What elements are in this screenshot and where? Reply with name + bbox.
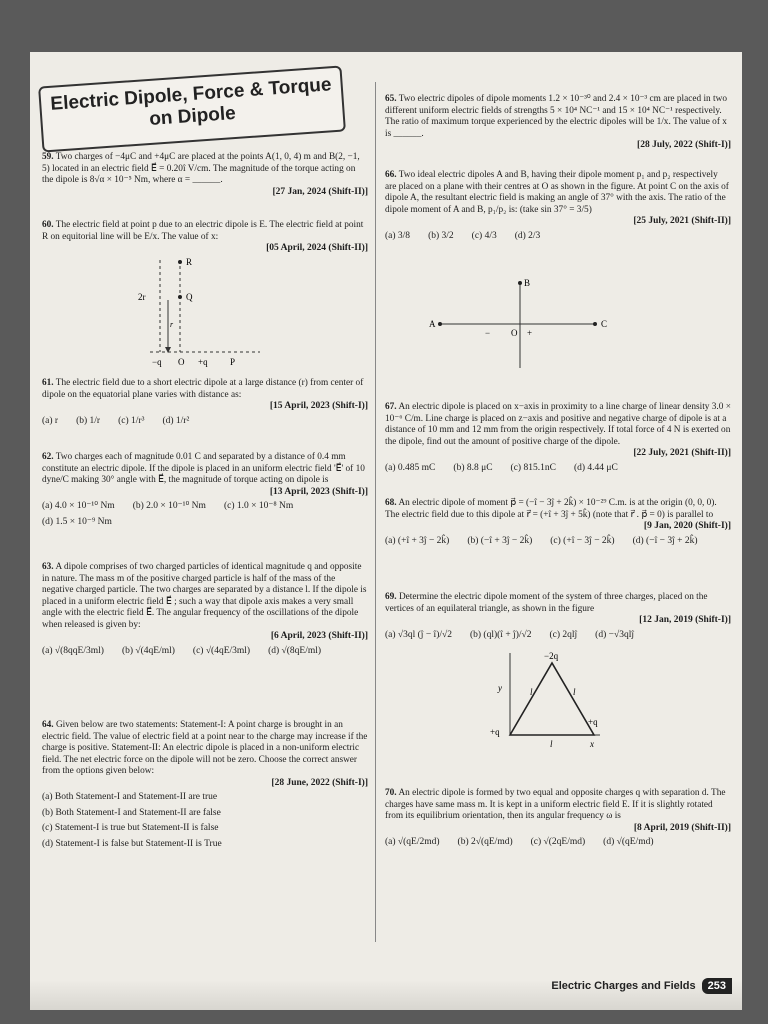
- exam-source: [8 April, 2019 (Shift-II)]: [633, 822, 731, 833]
- option-item: (c) 4/3: [471, 230, 497, 241]
- question-number: 64.: [42, 720, 54, 730]
- question-text: The electric field at point p due to an electric dipole is E. The electric field at point R on equitorial line will be E/x. The value of x:: [42, 220, 364, 242]
- question-text: Determine the electric dipole moment of the system of three charges, placed on the vertices of an equilateral triangle, as shown in the figure: [385, 592, 708, 614]
- exam-source: [05 April, 2024 (Shift-II)]: [266, 243, 368, 253]
- label-o: O: [178, 357, 185, 367]
- option-item: (c) √(4qE/3ml): [192, 645, 251, 656]
- option-item: (a) 3/8: [385, 230, 411, 241]
- question-59: [42, 152, 368, 198]
- page-footer: [551, 978, 732, 994]
- option-item: (d) (−î − 3ĵ + 2k̂): [632, 535, 698, 546]
- option-item: (c) Statement-I is true but Statement-II is false: [42, 823, 219, 833]
- options-list: [385, 630, 731, 642]
- question-number: 63.: [42, 562, 54, 572]
- label-l3: l: [550, 739, 553, 749]
- question-text: Two charges each of magnitude 0.01 C and separated by a distance of 0.4 mm constitute an electric dipole. If the dipole is placed in an uniform electric field 'E⃗' of 10 dyne/C making 30° angle with E⃗, the magnitude of torque acting on dipole is: [42, 452, 365, 485]
- label-top: −2q: [544, 651, 559, 661]
- options-list: [42, 646, 368, 658]
- question-67: [385, 402, 731, 474]
- question-text: Two charges of −4μC and +4μC are placed at the points A(1, 0, 4) m and B(2, −1, 5) located in an electric field E⃗ = 0.20î V/cm. The magnitude of the torque acting on the dipole is 8√α × 10⁻⁵ Nm, where α = ______.: [42, 152, 360, 185]
- options-list: [385, 536, 731, 548]
- question-69: [385, 592, 731, 641]
- question-text: The electric field due to a short electric dipole at a large distance (r) from center of dipole on the equatorial plane varies with distance as:: [42, 378, 364, 400]
- options-list: [42, 416, 368, 428]
- label-y: y: [498, 683, 502, 693]
- option-item: (d) −√3qlĵ: [595, 629, 634, 640]
- exam-source: [25 July, 2021 (Shift-II)]: [633, 216, 731, 226]
- question-text: A dipole comprises of two charged particles of identical magnitude q and opposite in nature. The mass m of the positive charged particle is half of the mass of the negative charged particle. The two charges are separated by a distance l. If the dipole is placed in a uniform electric field E⃗ ; such a way that dipole axis makes a very small angle with the electric field E⃗. The angular frequency of the oscillations of the dipole when released is given by:: [42, 562, 367, 630]
- label-neg: −q: [152, 357, 162, 367]
- option-item: (b) 1/r: [76, 415, 101, 426]
- option-item: (b) (−î + 3ĵ − 2k̂): [467, 535, 533, 546]
- question-number: 65.: [385, 94, 397, 104]
- question-number: 59.: [42, 152, 54, 162]
- question-number: 68.: [385, 498, 397, 508]
- option-item: (c) 815.1nC: [510, 462, 556, 473]
- exam-source: [28 June, 2022 (Shift-I)]: [271, 777, 368, 788]
- section-title-box: [38, 65, 346, 152]
- option-item: (d) 4.44 μC: [573, 462, 618, 473]
- label-x: x: [590, 739, 594, 749]
- label-left: +q: [490, 727, 500, 737]
- label-c: C: [601, 319, 608, 329]
- question-number: 69.: [385, 592, 397, 602]
- point-r: [178, 260, 182, 264]
- exam-source: [15 April, 2023 (Shift-I)]: [269, 401, 368, 411]
- exam-source: [22 July, 2021 (Shift-II)]: [633, 448, 731, 458]
- option-item: (b) (ql)(î + ĵ)/√2: [469, 629, 532, 640]
- section-title: Electric Dipole, Force & Torque on Dipole: [49, 74, 333, 130]
- question-text: An electric dipole is formed by two equal and opposite charges q with separation d. The charges have same mass m. It is kept in a uniform electric field E. If it is slightly rotated from its equilibrium orientation, then its angular frequency ω is: [385, 788, 726, 821]
- question-63: [42, 562, 368, 657]
- options-list: [42, 501, 368, 528]
- question-62: [42, 452, 368, 528]
- option-item: (a) √3ql (ĵ − î)/√2: [385, 629, 452, 640]
- figure-q60: [130, 252, 270, 372]
- page-number: 253: [702, 978, 732, 994]
- exam-source: [28 July, 2022 (Shift-I)]: [637, 140, 731, 150]
- question-64: [42, 720, 368, 850]
- option-item: (d) √(qE/md): [603, 837, 654, 847]
- label-o: O: [511, 328, 518, 338]
- label-minus: −: [485, 328, 491, 338]
- option-item: (b) √(4qE/ml): [121, 645, 175, 656]
- label-l2: l: [573, 687, 576, 697]
- question-text: Given below are two statements: Statement-I: A point charge is brought in an electric field. The value of electric field at a point near to the charge may increase if the charge is positive. Statement-II: An electric dipole is placed in a non-uniform electric field. The net electric force on the dipole will not be zero. Choose the correct answer from the options given below:: [42, 720, 368, 776]
- label-r-small: r: [170, 320, 174, 329]
- label-b: B: [524, 278, 531, 288]
- column-divider: [375, 82, 376, 942]
- label-a: A: [429, 319, 436, 329]
- question-68: [385, 498, 731, 547]
- option-item: (a) Both Statement-I and Statement-II are true: [42, 792, 218, 802]
- option-item: (b) 2√(qE/md): [457, 837, 513, 847]
- exam-source: [13 April, 2023 (Shift-I)]: [269, 486, 368, 497]
- option-item: (b) 8.8 μC: [453, 462, 493, 473]
- chapter-title: Electric Charges and Fields: [551, 980, 696, 992]
- question-number: 70.: [385, 788, 397, 798]
- question-number: 62.: [42, 452, 54, 462]
- option-item: (c) √(2qE/md): [530, 837, 586, 847]
- question-61: [42, 378, 368, 427]
- option-item: (c) 2qlĵ: [549, 629, 578, 640]
- option-item: (b) 3/2: [428, 230, 454, 241]
- option-item: (d) 1/r²: [162, 415, 190, 426]
- question-number: 66.: [385, 170, 397, 180]
- label-plus: +: [527, 328, 533, 338]
- option-item: (c) (+î − 3ĵ − 2k̂): [550, 535, 615, 546]
- question-text: An electric dipole of moment p⃗ = (−î − 3ĵ + 2k̂) × 10⁻²⁹ C.m. is at the origin (0, 0, 0). The electric field due to this dipole at r⃗ = (+î + 3ĵ + 5k̂) (note that r⃗ . p⃗ = 0) is parallel to: [385, 498, 717, 520]
- option-item: (d) 2/3: [514, 230, 541, 241]
- label-2r: 2r: [138, 292, 146, 302]
- figure-q69: [470, 645, 610, 755]
- question-number: 67.: [385, 402, 397, 412]
- label-q: Q: [186, 292, 193, 302]
- option-item: (b) Both Statement-I and Statement-II are false: [42, 807, 221, 818]
- option-item: (d) 1.5 × 10⁻⁹ Nm: [42, 516, 112, 527]
- option-item: (a) √(qE/2md): [385, 837, 440, 847]
- option-item: (a) 0.485 mC: [385, 462, 436, 473]
- point-q: [178, 295, 182, 299]
- option-item: (a) √(8qqE/3ml): [42, 645, 104, 656]
- question-60: [42, 220, 368, 255]
- question-number: 61.: [42, 378, 54, 388]
- figure-q66: [425, 278, 625, 378]
- label-pos: +q: [198, 357, 208, 367]
- options-list: [385, 837, 731, 849]
- options-list: [385, 231, 731, 243]
- options-list: [385, 463, 731, 475]
- label-l1: l: [530, 687, 533, 697]
- exam-source: [12 Jan, 2019 (Shift-I)]: [639, 615, 731, 625]
- option-item: (d) √(8qE/ml): [268, 645, 322, 656]
- exam-source: [9 Jan, 2020 (Shift-I)]: [643, 521, 731, 531]
- label-right: +q: [588, 717, 598, 727]
- option-item: (c) 1.0 × 10⁻⁸ Nm: [223, 501, 294, 511]
- question-number: 60.: [42, 220, 54, 230]
- question-text: Two electric dipoles of dipole moments 1.2 × 10⁻³⁰ and 2.4 × 10⁻³ cm are placed in two different uniform electric fields of strengths 5 × 10⁴ NC⁻¹ and 15 × 10⁴ NC⁻¹ respectively. The ratio of maximum torque experienced by the electric dipoles will be 1/x. The value of x is ______.: [385, 94, 727, 139]
- question-70: [385, 788, 731, 849]
- option-item: (a) 4.0 × 10⁻¹⁰ Nm: [42, 501, 115, 511]
- option-item: (a) (+î + 3ĵ − 2k̂): [385, 535, 450, 546]
- option-item: (a) r: [42, 415, 59, 426]
- textbook-page: [30, 52, 742, 1010]
- option-item: (d) Statement-I is false but Statement-II is True: [42, 838, 222, 849]
- question-65: [385, 94, 731, 152]
- question-text: Two ideal electric dipoles A and B, having their dipole moment p₁ and p₂ respectively are placed on a plane with their centres at O as shown in the figure. At point C on the axis of dipole A, the resultant electric field is making an angle of 37° with the axis. The ratio of the dipole moment of A and B, p₁/p₂ is: (take sin 37° = 3/5): [385, 170, 729, 215]
- option-item: (b) 2.0 × 10⁻¹⁰ Nm: [132, 501, 206, 511]
- label-p: P: [230, 357, 236, 367]
- exam-source: [27 Jan, 2024 (Shift-II)]: [272, 186, 368, 197]
- background-top: [0, 0, 768, 52]
- question-text: An electric dipole is placed on x−axis in proximity to a line charge of linear density 3.0 × 10⁻⁶ C/m. Line charge is placed on z−axis and positive and negative charge of dipole is at a distance of 10 mm and 12 mm from the origin respectively. If total force of 4 N is exerted on the dipole, find out the amount of positive charge of the dipole.: [385, 402, 731, 447]
- question-66: [385, 170, 731, 242]
- exam-source: [6 April, 2023 (Shift-II)]: [270, 631, 368, 641]
- label-r: R: [186, 257, 193, 267]
- option-item: (c) 1/r³: [118, 415, 145, 426]
- options-list: [42, 792, 368, 850]
